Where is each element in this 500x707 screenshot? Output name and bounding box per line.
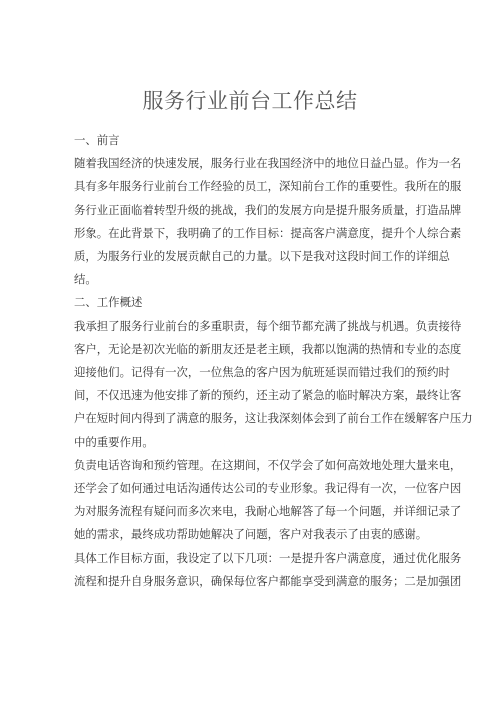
section-heading-overview: 二、工作概述 [74, 295, 143, 310]
section-heading-preface: 一、前言 [74, 133, 120, 147]
paragraph-line: 流程和提升自身服务意识，确保每位客户都能享受到满意的服务；二是加强团 [74, 573, 462, 588]
paragraph-line: 务行业正面临着转型升级的挑战，我们的发展方向是提升服务质量，打造品牌 [74, 202, 462, 217]
paragraph-line: 中的重要作用。 [74, 434, 154, 449]
paragraph-line: 还学会了如何通过电话沟通传达公司的专业形象。我记得有一次，一位客户因 [74, 481, 462, 496]
paragraph-line: 迎接他们。记得有一次，一位焦急的客户因为航班延误而错过我们的预约时 [74, 365, 450, 380]
paragraph-line: 具有多年服务行业前台工作经验的员工，深知前台工作的重要性。我所在的服 [74, 179, 462, 194]
paragraph-line: 随着我国经济的快速发展，服务行业在我国经济中的地位日益凸显。作为一名 [74, 156, 462, 171]
document-body [74, 129, 473, 593]
paragraph-line: 质，为服务行业的发展贡献自己的力量。以下是我对这段时间工作的详细总 [74, 249, 450, 264]
paragraph-line: 间，不仅迅速为他安排了新的预约，还主动了紧急的临时解决方案，最终让客 [74, 388, 462, 403]
paragraph-line: 户在短时间内得到了满意的服务，这让我深刻体会到了前台工作在缓解客户压力 [74, 411, 473, 426]
paragraph-line: 负责电话咨询和预约管理。在这期间，不仅学会了如何高效地处理大量来电， [74, 457, 462, 472]
paragraph-line: 客户，无论是初次光临的新朋友还是老主顾，我都以饱满的热情和专业的态度 [74, 341, 462, 356]
paragraph-line: 具体工作目标方面，我设定了以下几项：一是提升客户满意度，通过优化服务 [74, 550, 462, 565]
document-title: 服务行业前台工作总结 [142, 89, 358, 113]
paragraph-line: 我承担了服务行业前台的多重职责，每个细节都充满了挑战与机遇。负责接待 [74, 318, 462, 333]
paragraph-line: 为对服务流程有疑问而多次来电，我耐心地解答了每一个问题，并详细记录了 [74, 504, 462, 519]
paragraph-line: 形象。在此背景下，我明确了的工作目标：提高客户满意度，提升个人综合素 [74, 225, 462, 240]
paragraph-line: 她的需求，最终成功帮助她解决了问题，客户对我表示了由衷的感谢。 [74, 527, 428, 542]
paragraph-line: 结。 [74, 272, 97, 287]
